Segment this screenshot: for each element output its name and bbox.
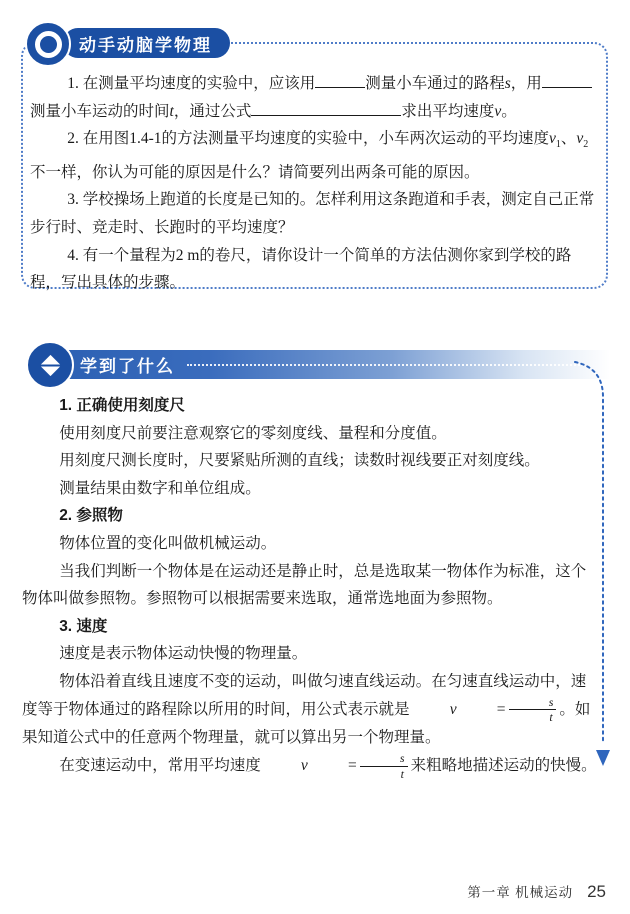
paragraph-reference-1: 物体位置的变化叫做机械运动。 — [59, 534, 277, 552]
subtopic-heading-ruler: 1. 正确使用刻度尺 — [59, 397, 185, 414]
learned-section-title: 学到了什么 — [80, 357, 175, 376]
paragraph-speed-1: 速度是表示物体运动快慢的物理量。 — [59, 645, 308, 663]
variable-s: s — [504, 75, 511, 92]
variable-v2: $v_2$ — [576, 130, 589, 151]
summary-content — [22, 392, 597, 780]
variable-t: t — [169, 102, 174, 120]
paragraph-ruler-3: 测量结果由数字和单位组成。 — [59, 479, 261, 497]
question-1: 1. 在测量平均速度的实验中，应该用 测量小车通过的路程s，用测量小车运动的时间t，通过公式 求出平均速度v。 — [30, 70, 596, 125]
variable-v: v — [494, 102, 502, 120]
answer-blank — [315, 85, 365, 88]
question-3: 3. 学校操场上跑道的长度是已知的。怎样利用这条跑道和手表，测定自己正常步行时、竞走时、长跑时的平均速度？ — [30, 191, 595, 237]
section-title: 动手动脑学物理 — [79, 35, 212, 55]
hands-on-questions-section — [21, 35, 608, 292]
learned-section-header — [36, 350, 610, 379]
pencil-diamond-icon — [26, 341, 74, 389]
section-title-pill — [63, 28, 230, 58]
hands-brain-ring-icon — [25, 21, 71, 67]
answer-blank — [542, 85, 592, 88]
paragraph-speed-2: 物体沿着直线且速度不变的运动，叫做匀速直线运动。在匀速直线运动中，速度等于物体通过的路程除以所用的时间，用公式表示就是 v = $\frac{s}{t}$ 。如果知道公式中的任意两个物理量，就可以算出另一个物理量。 — [22, 672, 591, 747]
questions-list — [30, 70, 596, 297]
question-4: 4. 有一个量程为2 m的卷尺，请你设计一个简单的方法估测你家到学校的路程，写出具体的步骤。 — [30, 246, 572, 292]
header-dotted-line — [187, 364, 584, 366]
subtopic-heading-reference: 2. 参照物 — [59, 507, 123, 525]
chapter-label: 第一章 机械运动 — [467, 885, 574, 900]
paragraph-speed-3: 在变速运动中，常用平均速度 v = $\frac{s}{t}$ 来粗略地描述运动的快慢。 — [59, 751, 597, 781]
paragraph-ruler-2: 用刻度尺测长度时，尺要紧贴所测的直线；读数时视线要正对刻度线。 — [59, 452, 540, 470]
paragraph-ruler-1: 使用刻度尺前要注意观察它的零刻度线、量程和分度值。 — [59, 424, 447, 442]
page-number: 25 — [587, 882, 606, 901]
subtopic-heading-speed: 3. 速度 — [59, 617, 108, 635]
paragraph-reference-2: 当我们判断一个物体是在运动还是静止时，总是选取某一物体作为标准，这个物体叫做参照物。参照物可以根据需要来选取，通常选地面为参照物。 — [22, 562, 587, 608]
formula-blank — [251, 113, 401, 116]
question-2: 2. 在用图1.4-1的方法测量平均速度的实验中，小车两次运动的平均速度$v_1$、$v_2$不一样，你认为可能的原因是什么？请简要列出两条可能的原因。 — [30, 130, 589, 181]
page-footer — [467, 881, 606, 902]
velocity-formula: v = $\frac{s}{t}$ — [413, 696, 557, 724]
section-divider-arrow — [555, 352, 625, 777]
average-velocity-formula: v = $\frac{s}{t}$ — [264, 752, 408, 780]
variable-v1: $v_1$ — [548, 130, 561, 151]
